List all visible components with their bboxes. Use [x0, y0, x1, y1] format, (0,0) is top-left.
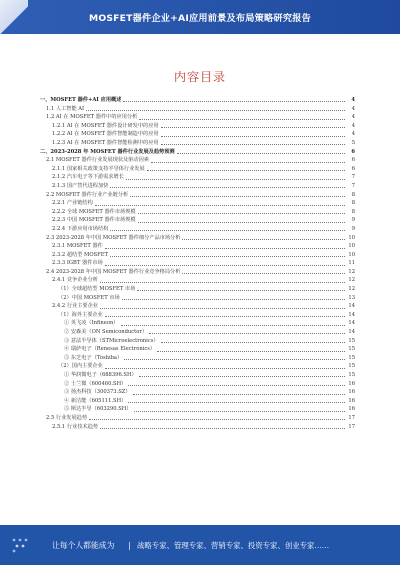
toc-entry-label: 2.1 MOSFET 器件行业发展现状及驱动因素	[46, 157, 149, 164]
toc-entry-page: 15	[348, 346, 355, 353]
toc-entry[interactable]	[40, 208, 355, 217]
toc-entry-page: 16	[348, 389, 355, 396]
toc-entry[interactable]	[40, 405, 355, 414]
toc-entry[interactable]	[40, 234, 355, 243]
toc-entry-label: 2.1.2 汽车电子等下游需求增长	[52, 174, 124, 181]
toc-entry-label: 2.3 2023-2028 年中国 MOSFET 器件细分产品市场分析	[46, 234, 181, 241]
header-corner-decoration	[0, 0, 28, 34]
toc-dot-leader	[149, 333, 345, 334]
footer-banner	[0, 525, 400, 565]
toc-dot-leader	[138, 222, 345, 223]
toc-entry-page: 11	[348, 260, 355, 267]
toc-entry-label: 1.1 人工智能 AI	[46, 105, 85, 112]
toc-dot-leader	[105, 368, 345, 369]
toc-entry-label: ④ 新洁能（605111.SH）	[64, 397, 127, 404]
toc-dot-leader	[124, 359, 345, 360]
toc-dot-leader	[137, 290, 345, 291]
toc-entry[interactable]	[40, 96, 355, 105]
toc-entry-label: ⑤ 东芝电子（Toshiba）	[64, 354, 123, 361]
toc-dot-leader	[134, 411, 346, 412]
toc-entry-page: 8	[351, 208, 355, 215]
toc-entry-label: 2.5.1 行业技术趋势	[52, 423, 98, 430]
toc-entry-page: 10	[348, 234, 355, 241]
toc-dot-leader	[177, 153, 345, 154]
toc-entry-page: 12	[348, 277, 355, 284]
toc-entry-label: ③ 扬杰科技（300373.SZ）	[64, 389, 131, 396]
toc-entry-page: 4	[351, 114, 355, 121]
toc-entry-page: 14	[348, 320, 355, 327]
toc-entry-label: 1.2.1 AI 在 MOSFET 器件设计研发中的应用	[52, 122, 159, 129]
toc-entry-page: 6	[351, 148, 355, 155]
toc-entry[interactable]	[40, 156, 355, 165]
toc-entry[interactable]	[40, 371, 355, 380]
toc-entry-label: 2.2.3 中国 MOSFET 器件市场规模	[52, 217, 136, 224]
toc-dot-leader	[161, 144, 345, 145]
toc-entry[interactable]	[40, 337, 355, 346]
toc-entry-page: 17	[348, 414, 355, 421]
toc-entry-label: ⑤ 斯达半导（603290.SH）	[64, 406, 132, 413]
toc-entry[interactable]	[40, 259, 355, 268]
toc-entry-label: 2.2.1 产业链结构	[52, 200, 93, 207]
toc-dot-leader	[105, 316, 345, 317]
toc-entry-label: 1.2.3 AI 在 MOSFET 器件智能检测中的应用	[52, 139, 159, 146]
toc-entry-page: 10	[348, 243, 355, 250]
dots-decoration-icon	[10, 535, 36, 555]
toc-entry-label: 2.4 2023-2028 年中国 MOSFET 器件行业竞争格局分析	[46, 268, 181, 275]
toc-dot-leader	[128, 402, 345, 403]
toc-entry-page: 15	[348, 354, 355, 361]
toc-dot-leader	[122, 299, 345, 300]
toc-entry-label: 2.5 行业发展趋势	[46, 414, 88, 421]
toc-entry-label: ④ 瑞萨电子（Renesas Electronics）	[64, 346, 156, 353]
toc-dot-leader	[182, 239, 345, 240]
toc-entry-page: 16	[348, 397, 355, 404]
toc-entry-label: 1.2.2 AI 在 MOSFET 器件智能制造中的应用	[52, 131, 159, 138]
toc-entry-label: 一、MOSFET 器件+AI 应用概述	[40, 97, 122, 103]
toc-entry-page: 15	[348, 372, 355, 378]
toc-dot-leader	[100, 308, 345, 309]
table-of-contents	[40, 96, 355, 431]
toc-dot-leader	[123, 101, 345, 102]
toc-entry-label: 2.2 MOSFET 器件行业产业链分析	[46, 191, 129, 198]
toc-entry[interactable]	[40, 122, 355, 131]
toc-entry-label: 1.2 AI 在 MOSFET 器件中的应用分析	[46, 114, 138, 121]
toc-entry-page: 4	[351, 122, 355, 129]
toc-entry-page: 4	[351, 97, 355, 103]
toc-entry-page: 6	[351, 157, 355, 164]
toc-dot-leader	[128, 385, 345, 386]
toc-entry-page: 8	[351, 191, 355, 198]
toc-entry-page: 7	[351, 174, 355, 181]
toc-entry-page: 14	[348, 311, 355, 318]
toc-entry[interactable]	[40, 165, 355, 174]
toc-dot-leader	[138, 213, 345, 214]
footer-experts: 战略专家、管理专家、营销专家、投资专家、创业专家……	[137, 540, 330, 550]
toc-entry-label: 2.3.2 超结型 MOSFET	[52, 251, 109, 258]
toc-dot-leader	[105, 248, 345, 249]
toc-entry[interactable]	[40, 328, 355, 337]
toc-dot-leader	[100, 428, 345, 429]
toc-entry-page: 6	[351, 165, 355, 172]
toc-heading: 内容目录	[173, 70, 226, 84]
toc-entry[interactable]	[40, 139, 355, 148]
toc-dot-leader	[147, 170, 345, 171]
toc-entry-label: 2.4.2 行业主要企业	[52, 303, 98, 310]
toc-entry-page: 13	[348, 294, 355, 301]
toc-entry[interactable]	[40, 354, 355, 363]
toc-entry-page: 14	[348, 329, 355, 336]
toc-entry-label: 2.1.3 国产替代进程加快	[52, 182, 109, 189]
toc-entry[interactable]	[40, 380, 355, 389]
toc-entry-label: 2.3.3 IGBT 器件市场	[52, 260, 103, 267]
toc-dot-leader	[130, 196, 345, 197]
toc-entry[interactable]	[40, 242, 355, 251]
toc-dot-leader	[105, 265, 345, 266]
toc-entry[interactable]	[40, 294, 355, 303]
toc-entry[interactable]	[40, 148, 355, 157]
toc-entry-page: 4	[351, 131, 355, 138]
toc-entry-label: ① 英飞凌（Infineon）	[64, 320, 119, 327]
toc-entry-label: 2.1.1 国家相关政策支持半导体行业发展	[52, 165, 145, 172]
toc-entry-label: 二、2023-2028 年 MOSFET 器件行业发展及趋势预测	[40, 148, 175, 155]
toc-entry-label: ① 华润微电子（688396.SH）	[64, 372, 137, 378]
toc-entry-page: 15	[348, 363, 355, 370]
toc-dot-leader	[139, 119, 345, 120]
toc-entry-page: 15	[348, 337, 355, 344]
toc-entry-label: ② 安森美（ON Semiconductor）	[64, 329, 148, 336]
toc-dot-leader	[139, 376, 345, 377]
toc-entry-page: 7	[351, 182, 355, 189]
toc-entry[interactable]	[40, 216, 355, 225]
toc-dot-leader	[121, 325, 346, 326]
toc-entry[interactable]	[40, 199, 355, 208]
toc-entry-label: 2.3.1 MOSFET 器件	[52, 243, 103, 250]
toc-entry-page: 10	[348, 251, 355, 258]
toc-entry-label: （2）国内主要企业	[58, 363, 103, 370]
toc-entry[interactable]	[40, 251, 355, 260]
toc-entry-page: 16	[348, 406, 355, 413]
toc-dot-leader	[110, 187, 345, 188]
toc-dot-leader	[110, 256, 345, 257]
toc-entry[interactable]	[40, 225, 355, 234]
toc-entry[interactable]	[40, 302, 355, 311]
toc-entry[interactable]	[40, 173, 355, 182]
toc-entry-page: 17	[348, 423, 355, 430]
toc-dot-leader	[182, 273, 345, 274]
toc-dot-leader	[161, 342, 345, 343]
toc-entry-label: ③ 意法半导体（STMicroelectronics）	[64, 337, 159, 344]
toc-entry-label: （2）中国 MOSFET 市场	[58, 294, 120, 301]
toc-entry[interactable]	[40, 182, 355, 191]
toc-entry-page: 5	[351, 139, 355, 146]
toc-entry[interactable]	[40, 311, 355, 320]
toc-entry[interactable]	[40, 285, 355, 294]
toc-entry-label: ② 士兰微（600460.SH）	[64, 380, 127, 387]
footer-tagline: 让每个人都能成为	[52, 540, 115, 550]
toc-dot-leader	[161, 127, 345, 128]
toc-entry-label: 2.2.4 下游应用市场结构	[52, 225, 109, 232]
toc-entry-page: 12	[348, 268, 355, 275]
toc-entry[interactable]	[40, 268, 355, 277]
toc-entry-label: 2.4.1 竞争企业分析	[52, 277, 98, 284]
toc-entry[interactable]	[40, 423, 355, 432]
toc-dot-leader	[151, 162, 345, 163]
toc-entry-label: 2.2.2 全球 MOSFET 器件市场规模	[52, 208, 136, 215]
toc-dot-leader	[95, 205, 345, 206]
toc-entry-page: 12	[348, 286, 355, 293]
toc-entry-page: 9	[351, 225, 355, 232]
toc-entry[interactable]	[40, 276, 355, 285]
toc-entry[interactable]	[40, 388, 355, 397]
toc-entry-page: 9	[351, 217, 355, 224]
footer-separator: |	[128, 540, 132, 550]
toc-entry[interactable]	[40, 191, 355, 200]
report-title: MOSFET器件企业+AI应用前景及布局策略研究报告	[88, 13, 311, 24]
toc-entry[interactable]	[40, 130, 355, 139]
toc-entry[interactable]	[40, 397, 355, 406]
toc-entry[interactable]	[40, 345, 355, 354]
toc-entry-label: （1）海外主要企业	[58, 311, 103, 318]
toc-dot-leader	[126, 179, 345, 180]
toc-dot-leader	[133, 394, 345, 395]
toc-entry[interactable]	[40, 362, 355, 371]
toc-dot-leader	[161, 136, 345, 137]
toc-entry-label: （1）全球超结型 MOSFET 市场	[58, 286, 136, 293]
toc-entry-page: 8	[351, 200, 355, 207]
toc-entry[interactable]	[40, 414, 355, 423]
report-header	[0, 0, 400, 34]
toc-dot-leader	[100, 282, 345, 283]
toc-dot-leader	[86, 110, 345, 111]
toc-dot-leader	[157, 351, 345, 352]
toc-entry[interactable]	[40, 319, 355, 328]
toc-entry-page: 16	[348, 380, 355, 387]
toc-dot-leader	[110, 230, 345, 231]
toc-entry[interactable]	[40, 105, 355, 114]
toc-entry-page: 4	[351, 105, 355, 112]
toc-entry-page: 14	[348, 303, 355, 310]
toc-entry[interactable]	[40, 113, 355, 122]
toc-dot-leader	[89, 419, 345, 420]
